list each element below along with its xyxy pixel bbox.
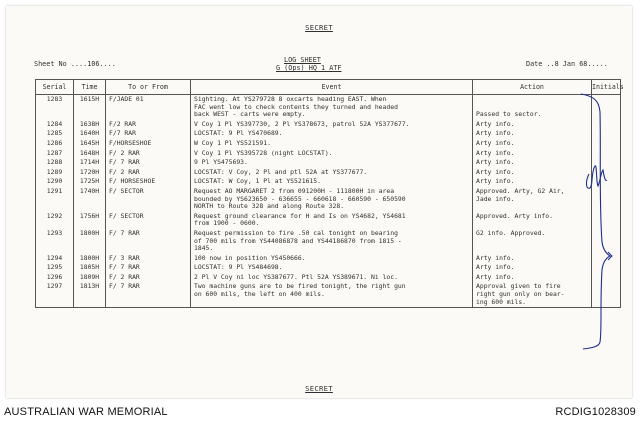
- title-line-1: LOG SHEET: [284, 56, 321, 64]
- footer-record-id: RCDIG1028309: [555, 406, 636, 418]
- table-row: [36, 158, 621, 168]
- table-row: [36, 177, 621, 187]
- row-event: LOCSTAT: 9 Pl YS470689.: [191, 129, 473, 139]
- table-row: [36, 129, 621, 139]
- row-serial: 1283: [36, 95, 74, 120]
- row-event: W Coy 1 Pl YS521591.: [191, 139, 473, 149]
- row-action: Approval given to fire right gun only on bear- ing 600 mils.: [473, 282, 592, 307]
- table-row: [36, 149, 621, 159]
- row-time: 1615H: [74, 95, 106, 120]
- table-row: [36, 212, 621, 229]
- row-event: 2 Pl V Coy ni loc YS387677. Ptl 52A YS389671. Ni loc.: [191, 273, 473, 283]
- row-event: Request ground clearance for H and Is on YS4682, YS4681 from 1900 - 0600.: [191, 212, 473, 229]
- row-serial: 1291: [36, 187, 74, 212]
- row-action: Passed to sector.: [473, 95, 592, 120]
- row-serial: 1294: [36, 254, 74, 264]
- table-row: [36, 95, 621, 120]
- table-row: [36, 168, 621, 178]
- row-from: F/HORSESHOE: [106, 139, 191, 149]
- row-serial: 1285: [36, 129, 74, 139]
- sheet-number-field: Sheet No ....106....: [34, 60, 116, 68]
- log-sheet-title: [276, 56, 341, 72]
- date-field: Date ..8 Jan 68.....: [526, 60, 608, 68]
- date-label: Date: [526, 60, 543, 68]
- security-classification-bottom: SECRET: [305, 384, 333, 393]
- row-action: G2 info. Approved.: [473, 229, 592, 254]
- row-time: 1740H: [74, 187, 106, 212]
- log-sheet-page: [6, 6, 632, 398]
- row-from: F/ 7 RAR: [106, 158, 191, 168]
- row-event: Sighting. At YS279728 8 oxcarts heading EAST. When FAC went low to check contents they turned and headed back WEST - carts were empty.: [191, 95, 473, 120]
- row-serial: 1286: [36, 139, 74, 149]
- row-event: 9 Pl YS475693.: [191, 158, 473, 168]
- sheet-number-label: Sheet No: [34, 60, 67, 68]
- row-from: F/ 3 RAR: [106, 254, 191, 264]
- row-action: Arty info.: [473, 158, 592, 168]
- row-time: 1756H: [74, 212, 106, 229]
- log-table-body: [36, 95, 621, 308]
- row-from: F/ 7 RAR: [106, 282, 191, 307]
- row-serial: 1293: [36, 229, 74, 254]
- row-event: LOCSTAT: 9 Pl YS484698.: [191, 263, 473, 273]
- col-initials: Initials: [592, 80, 621, 95]
- security-classification-top: SECRET: [305, 23, 333, 32]
- row-event: Request AO MARGARET 2 from 091200H - 111800H in area bounded by YS623650 - 636655 - 660618 - 660590 - 650590 NORTH to Route 328 and along Route 328.: [191, 187, 473, 212]
- row-time: 1714H: [74, 158, 106, 168]
- row-time: 1645H: [74, 139, 106, 149]
- initials-bracket-handwriting: [579, 92, 615, 350]
- row-serial: 1290: [36, 177, 74, 187]
- row-action: Arty info.: [473, 273, 592, 283]
- row-action: Arty info.: [473, 139, 592, 149]
- row-event: LOCSTAT: V Coy, 2 Pl and ptl 52A at YS377677.: [191, 168, 473, 178]
- row-action: Arty info.: [473, 254, 592, 264]
- date-value: 8 Jan 68: [554, 60, 588, 68]
- row-from: F/ 2 RAR: [106, 273, 191, 283]
- row-action: Arty info.: [473, 168, 592, 178]
- row-event: LOCSTAT: W Coy, 1 Pl at YS521615.: [191, 177, 473, 187]
- row-time: 1800H: [74, 229, 106, 254]
- col-to-from: To or From: [106, 80, 191, 95]
- col-serial: Serial: [36, 80, 74, 95]
- row-serial: 1288: [36, 158, 74, 168]
- row-time: 1800H: [74, 254, 106, 264]
- col-action: Action: [473, 80, 592, 95]
- table-row: [36, 263, 621, 273]
- row-from: F/2 RAR: [106, 120, 191, 130]
- row-action: Arty info.: [473, 263, 592, 273]
- row-serial: 1287: [36, 149, 74, 159]
- row-action: Approved. Arty, G2 Air, Jade info.: [473, 187, 592, 212]
- row-from: F/ 2 RAR: [106, 149, 191, 159]
- row-time: 1725H: [74, 177, 106, 187]
- row-action: Arty info.: [473, 129, 592, 139]
- row-from: F/ HORSESHOE: [106, 177, 191, 187]
- table-row: [36, 187, 621, 212]
- row-action: Arty info.: [473, 149, 592, 159]
- row-time: 1809H: [74, 273, 106, 283]
- sheet-number-value: 106: [87, 60, 100, 68]
- row-event: Two machine guns are to be fired tonight, the right gun on 600 mils, the left on 400 mils.: [191, 282, 473, 307]
- table-row: [36, 282, 621, 307]
- row-from: F/ SECTOR: [106, 187, 191, 212]
- row-time: 1805H: [74, 263, 106, 273]
- row-serial: 1284: [36, 120, 74, 130]
- row-from: F/ 2 RAR: [106, 168, 191, 178]
- log-table: [35, 79, 624, 308]
- row-time: 1638H: [74, 120, 106, 130]
- row-event: V Coy 1 Pl YS397730, 2 Pl YS378673, patrol 52A YS377677.: [191, 120, 473, 130]
- row-time: 1648H: [74, 149, 106, 159]
- table-header-row: [36, 80, 621, 95]
- row-from: F/ SECTOR: [106, 212, 191, 229]
- footer-archive-name: AUSTRALIAN WAR MEMORIAL: [4, 406, 168, 418]
- col-time: Time: [74, 80, 106, 95]
- row-serial: 1289: [36, 168, 74, 178]
- row-action: Approved. Arty info.: [473, 212, 592, 229]
- row-action: Arty info.: [473, 120, 592, 130]
- row-action: Arty info.: [473, 177, 592, 187]
- row-from: F/ 7 RAR: [106, 263, 191, 273]
- col-event: Event: [191, 80, 473, 95]
- row-event: Request permission to fire .50 cal tonight on bearing of 700 mils from YS44086878 and YS44186870 from 1815 - 1845.: [191, 229, 473, 254]
- table-row: [36, 139, 621, 149]
- row-from: F/ 7 RAR: [106, 229, 191, 254]
- row-from: F/7 RAR: [106, 129, 191, 139]
- title-line-2: G (Ops) HQ 1 ATF: [276, 64, 342, 72]
- row-serial: 1296: [36, 273, 74, 283]
- table-row: [36, 254, 621, 264]
- row-event: 100 now in position YS450666.: [191, 254, 473, 264]
- row-serial: 1295: [36, 263, 74, 273]
- table-row: [36, 120, 621, 130]
- table-row: [36, 273, 621, 283]
- row-serial: 1297: [36, 282, 74, 307]
- row-time: 1813H: [74, 282, 106, 307]
- row-time: 1640H: [74, 129, 106, 139]
- row-serial: 1292: [36, 212, 74, 229]
- table-row: [36, 229, 621, 254]
- row-event: V Coy 1 Pl YS395728 (night LOCSTAT).: [191, 149, 473, 159]
- row-time: 1720H: [74, 168, 106, 178]
- row-from: F/JADE 01: [106, 95, 191, 120]
